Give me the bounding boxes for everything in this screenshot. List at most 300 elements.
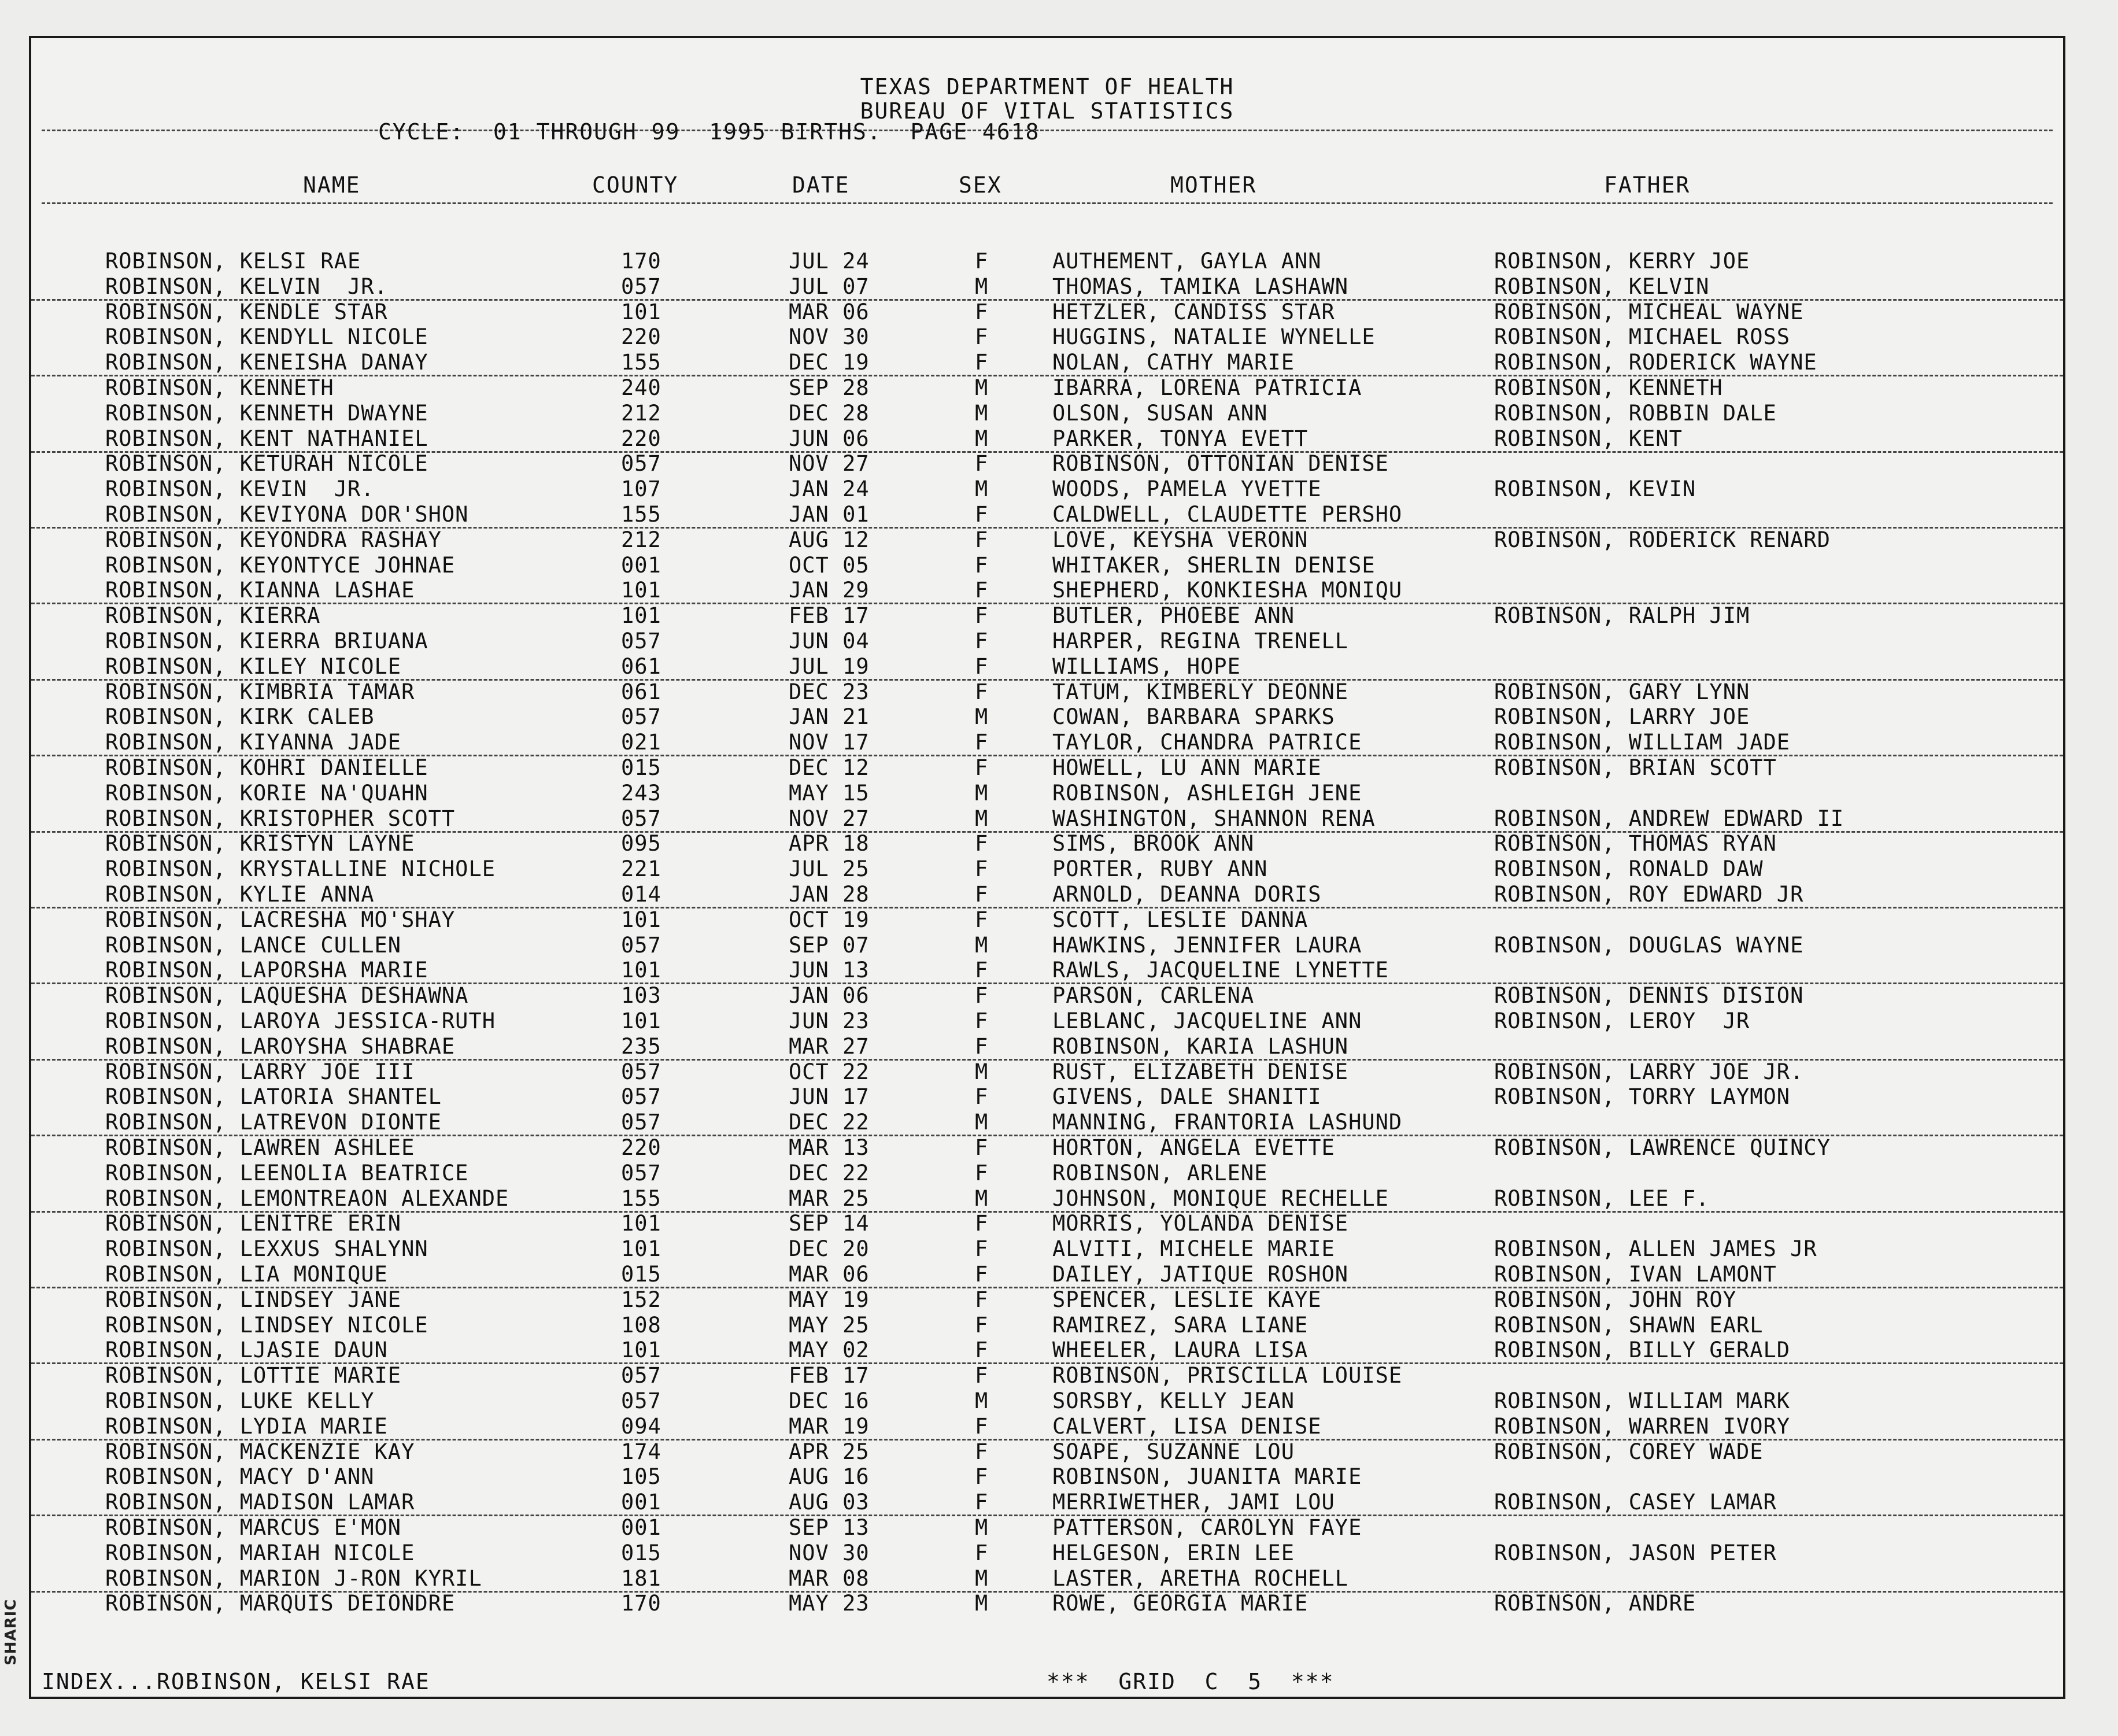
table-row [31, 426, 2063, 453]
cell-date: MAR 13 [789, 1135, 870, 1160]
cell-date: MAR 25 [789, 1185, 870, 1211]
cell-county: 170 [621, 249, 661, 274]
cell-date: OCT 19 [789, 907, 870, 932]
cell-sex: F [975, 1262, 989, 1287]
cell-mother: WOODS, PAMELA YVETTE [1052, 477, 1322, 502]
cell-sex: F [975, 653, 989, 679]
cell-sex: F [975, 983, 989, 1009]
grid-label: *** GRID C 5 *** [1047, 1669, 1335, 1694]
cell-father: ROBINSON, DOUGLAS WAYNE [1494, 932, 1804, 958]
cell-name: ROBINSON, LAQUESHA DESHAWNA [105, 983, 469, 1009]
cell-sex: F [975, 1287, 989, 1312]
cell-name: ROBINSON, KEVIN JR. [105, 477, 375, 502]
cell-father: ROBINSON, LEE F. [1494, 1185, 1710, 1211]
cell-date: JUL 19 [789, 653, 870, 679]
cell-father: ROBINSON, WARREN IVORY [1494, 1413, 1791, 1439]
cell-date: APR 25 [789, 1439, 870, 1464]
cell-name: ROBINSON, KILEY NICOLE [105, 653, 402, 679]
table-row [31, 629, 2063, 653]
table-row [31, 300, 2063, 324]
table-row [31, 1566, 2063, 1593]
cell-mother: HUGGINS, NATALIE WYNELLE [1052, 324, 1376, 350]
table-row [31, 1287, 2063, 1312]
cell-father: ROBINSON, RONALD DAW [1494, 856, 1764, 882]
cell-father: ROBINSON, LARRY JOE JR. [1494, 1059, 1804, 1084]
cell-name: ROBINSON, KENNETH [105, 375, 334, 400]
table-row [31, 324, 2063, 349]
cell-name: ROBINSON, KEYONDRA RASHAY [105, 527, 442, 552]
cell-father: ROBINSON, THOMAS RYAN [1494, 831, 1777, 856]
cell-name: ROBINSON, KIERRA BRIUANA [105, 629, 428, 653]
cell-father: ROBINSON, KERRY JOE [1494, 249, 1750, 274]
table-row [31, 527, 2063, 552]
cell-name: ROBINSON, LINDSEY NICOLE [105, 1312, 428, 1338]
cell-sex: F [975, 958, 989, 983]
cell-mother: TAYLOR, CHANDRA PATRICE [1052, 730, 1362, 755]
column-header-county: COUNTY [592, 172, 679, 198]
cell-father: ROBINSON, MICHEAL WAYNE [1494, 299, 1804, 324]
cell-name: ROBINSON, KIERRA [105, 603, 321, 629]
cell-date: JAN 06 [789, 983, 870, 1009]
table-row [31, 1414, 2063, 1440]
cell-name: ROBINSON, LATREVON DIONTE [105, 1110, 442, 1135]
cell-father: ROBINSON, ALLEN JAMES JR [1494, 1236, 1817, 1262]
cell-mother: CALVERT, LISA DENISE [1052, 1413, 1322, 1439]
cell-father: ROBINSON, DENNIS DISION [1494, 983, 1804, 1009]
column-header-sex: SEX [959, 172, 1002, 198]
cell-county: 015 [621, 1540, 661, 1565]
cell-father: ROBINSON, JOHN ROY [1494, 1287, 1736, 1312]
cell-date: SEP 07 [789, 932, 870, 958]
cell-county: 101 [621, 907, 661, 932]
cell-sex: M [975, 477, 989, 502]
side-mark: SHARIC [2, 1598, 20, 1665]
cell-mother: SCOTT, LESLIE DANNA [1052, 907, 1308, 932]
cell-county: 212 [621, 400, 661, 426]
table-row [31, 1363, 2063, 1388]
cell-sex: M [975, 1388, 989, 1413]
cell-county: 220 [621, 1135, 661, 1160]
cell-date: JUN 13 [789, 958, 870, 983]
table-row [31, 274, 2063, 301]
cell-mother: ROBINSON, ARLENE [1052, 1160, 1268, 1185]
cell-county: 001 [621, 552, 661, 578]
cell-name: ROBINSON, KELVIN JR. [105, 274, 388, 299]
cell-county: 094 [621, 1413, 661, 1439]
cell-mother: JOHNSON, MONIQUE RECHELLE [1052, 1185, 1389, 1211]
cell-date: MAY 15 [789, 780, 870, 806]
cell-mother: LOVE, KEYSHA VERONN [1052, 527, 1308, 552]
cell-county: 105 [621, 1464, 661, 1490]
cell-father: ROBINSON, SHAWN EARL [1494, 1312, 1764, 1338]
cell-father: ROBINSON, ANDRE [1494, 1591, 1696, 1616]
cell-father: ROBINSON, ROY EDWARD JR [1494, 882, 1804, 907]
cell-sex: F [975, 1363, 989, 1388]
cell-name: ROBINSON, LAROYA JESSICA-RUTH [105, 1009, 496, 1033]
cell-name: ROBINSON, MACKENZIE KAY [105, 1439, 415, 1464]
cell-name: ROBINSON, LAROYSHA SHABRAE [105, 1033, 456, 1059]
cell-date: JAN 01 [789, 502, 870, 527]
table-row [31, 933, 2063, 958]
cell-name: ROBINSON, KENEISHA DANAY [105, 350, 428, 375]
cell-mother: CALDWELL, CLAUDETTE PERSHO [1052, 502, 1403, 527]
cell-county: 152 [621, 1287, 661, 1312]
cell-date: MAR 08 [789, 1565, 870, 1591]
cell-date: JUN 17 [789, 1084, 870, 1110]
cell-father: ROBINSON, KEVIN [1494, 477, 1696, 502]
cell-name: ROBINSON, KRISTOPHER SCOTT [105, 806, 456, 831]
cell-name: ROBINSON, LATORIA SHANTEL [105, 1084, 442, 1110]
cell-county: 170 [621, 1591, 661, 1616]
cell-sex: F [975, 679, 989, 704]
cell-father: ROBINSON, LEROY JR [1494, 1009, 1750, 1033]
cell-sex: F [975, 1312, 989, 1338]
table-row [31, 603, 2063, 628]
cell-name: ROBINSON, KRYSTALLINE NICHOLE [105, 856, 496, 882]
table-row [31, 1313, 2063, 1338]
cell-mother: ROBINSON, JUANITA MARIE [1052, 1464, 1362, 1490]
cell-name: ROBINSON, LOTTIE MARIE [105, 1363, 402, 1388]
cell-name: ROBINSON, LEXXUS SHALYNN [105, 1236, 428, 1262]
cell-father: ROBINSON, KENT [1494, 426, 1683, 451]
cell-county: 057 [621, 1363, 661, 1388]
table-row [31, 1388, 2063, 1413]
table-row [31, 1009, 2063, 1033]
cell-name: ROBINSON, LACRESHA MO'SHAY [105, 907, 456, 932]
cell-county: 103 [621, 983, 661, 1009]
cell-name: ROBINSON, LAWREN ASHLEE [105, 1135, 415, 1160]
cell-sex: F [975, 1135, 989, 1160]
cell-name: ROBINSON, LANCE CULLEN [105, 932, 402, 958]
cell-date: JAN 28 [789, 882, 870, 907]
cell-date: MAY 23 [789, 1591, 870, 1616]
cell-name: ROBINSON, KENDLE STAR [105, 299, 388, 324]
cell-mother: HOWELL, LU ANN MARIE [1052, 755, 1322, 780]
cell-father: ROBINSON, COREY WADE [1494, 1439, 1764, 1464]
table-row [31, 578, 2063, 604]
cell-sex: F [975, 299, 989, 324]
cell-county: 101 [621, 958, 661, 983]
cell-date: AUG 12 [789, 527, 870, 552]
table-row [31, 401, 2063, 426]
cell-county: 155 [621, 350, 661, 375]
cell-name: ROBINSON, MADISON LAMAR [105, 1490, 415, 1515]
cell-name: ROBINSON, KIANNA LASHAE [105, 578, 415, 603]
cell-date: JUL 25 [789, 856, 870, 882]
cell-mother: HARPER, REGINA TRENELL [1052, 629, 1349, 653]
cell-date: DEC 28 [789, 400, 870, 426]
cell-sex: M [975, 780, 989, 806]
table-row [31, 249, 2063, 274]
table-row [31, 679, 2063, 704]
cell-mother: WASHINGTON, SHANNON RENA [1052, 806, 1376, 831]
table-row [31, 654, 2063, 681]
cell-county: 057 [621, 806, 661, 831]
cell-sex: F [975, 324, 989, 350]
cell-name: ROBINSON, LYDIA MARIE [105, 1413, 388, 1439]
cell-county: 221 [621, 856, 661, 882]
cell-mother: DAILEY, JATIQUE ROSHON [1052, 1262, 1349, 1287]
cell-county: 021 [621, 730, 661, 755]
cell-father: ROBINSON, CASEY LAMAR [1494, 1490, 1777, 1515]
cell-county: 057 [621, 704, 661, 730]
table-row [31, 1464, 2063, 1489]
cell-sex: F [975, 730, 989, 755]
cell-date: DEC 23 [789, 679, 870, 704]
cell-name: ROBINSON, KIMBRIA TAMAR [105, 679, 415, 704]
cell-mother: HORTON, ANGELA EVETTE [1052, 1135, 1335, 1160]
cell-date: JAN 21 [789, 704, 870, 730]
cell-name: ROBINSON, KYLIE ANNA [105, 882, 375, 907]
cell-sex: M [975, 1515, 989, 1540]
cell-name: ROBINSON, LEENOLIA BEATRICE [105, 1160, 469, 1185]
cell-name: ROBINSON, LENITRE ERIN [105, 1211, 402, 1236]
cell-sex: F [975, 1338, 989, 1363]
cell-sex: M [975, 274, 989, 299]
cell-sex: M [975, 426, 989, 451]
bureau-title: BUREAU OF VITAL STATISTICS [860, 98, 1234, 124]
cell-sex: M [975, 375, 989, 400]
column-header-date: DATE [792, 172, 850, 198]
table-row [31, 856, 2063, 881]
cell-county: 101 [621, 578, 661, 603]
cell-county: 101 [621, 1211, 661, 1236]
cell-county: 243 [621, 780, 661, 806]
cell-name: ROBINSON, LJASIE DAUN [105, 1338, 388, 1363]
cell-county: 057 [621, 629, 661, 653]
cell-mother: PARKER, TONYA EVETT [1052, 426, 1308, 451]
table-row [31, 958, 2063, 984]
cell-mother: RUST, ELIZABETH DENISE [1052, 1059, 1349, 1084]
table-row [31, 477, 2063, 501]
cell-county: 101 [621, 603, 661, 629]
cell-sex: F [975, 350, 989, 375]
cell-mother: GIVENS, DALE SHANITI [1052, 1084, 1322, 1110]
table-row [31, 806, 2063, 833]
cell-date: DEC 12 [789, 755, 870, 780]
cell-date: SEP 14 [789, 1211, 870, 1236]
cell-father: ROBINSON, WILLIAM MARK [1494, 1388, 1791, 1413]
cell-sex: F [975, 882, 989, 907]
table-row [31, 983, 2063, 1008]
cell-name: ROBINSON, LAPORSHA MARIE [105, 958, 428, 983]
table-row [31, 350, 2063, 376]
cell-county: 014 [621, 882, 661, 907]
cell-mother: MERRIWETHER, JAMI LOU [1052, 1490, 1335, 1515]
cell-county: 235 [621, 1033, 661, 1059]
table-row [31, 907, 2063, 932]
cell-mother: OLSON, SUSAN ANN [1052, 400, 1268, 426]
cell-sex: F [975, 1160, 989, 1185]
cell-father: ROBINSON, JASON PETER [1494, 1540, 1777, 1565]
table-row [31, 1211, 2063, 1236]
cell-county: 240 [621, 375, 661, 400]
cell-sex: F [975, 552, 989, 578]
cell-date: FEB 17 [789, 603, 870, 629]
cell-mother: NOLAN, CATHY MARIE [1052, 350, 1295, 375]
table-row [31, 1439, 2063, 1464]
cell-sex: M [975, 1565, 989, 1591]
table-row [31, 1135, 2063, 1160]
table-row [31, 1084, 2063, 1109]
cell-mother: ROBINSON, PRISCILLA LOUISE [1052, 1363, 1403, 1388]
cell-sex: M [975, 1059, 989, 1084]
cell-date: SEP 28 [789, 375, 870, 400]
cell-mother: PATTERSON, CAROLYN FAYE [1052, 1515, 1362, 1540]
cell-sex: M [975, 400, 989, 426]
cell-mother: HETZLER, CANDISS STAR [1052, 299, 1335, 324]
cell-county: 015 [621, 755, 661, 780]
cell-mother: ROBINSON, OTTONIAN DENISE [1052, 451, 1389, 477]
cell-county: 057 [621, 1110, 661, 1135]
cell-sex: F [975, 856, 989, 882]
cell-mother: ROBINSON, KARIA LASHUN [1052, 1033, 1349, 1059]
cell-county: 061 [621, 653, 661, 679]
cell-mother: IBARRA, LORENA PATRICIA [1052, 375, 1362, 400]
cell-sex: F [975, 502, 989, 527]
cell-sex: F [975, 527, 989, 552]
cell-name: ROBINSON, LUKE KELLY [105, 1388, 375, 1413]
cell-date: JUN 06 [789, 426, 870, 451]
cell-name: ROBINSON, KEYONTYCE JOHNAE [105, 552, 456, 578]
cell-sex: F [975, 1009, 989, 1033]
cell-date: DEC 20 [789, 1236, 870, 1262]
cell-county: 101 [621, 1009, 661, 1033]
cell-mother: HAWKINS, JENNIFER LAURA [1052, 932, 1362, 958]
table-row [31, 1541, 2063, 1565]
cell-mother: PORTER, RUBY ANN [1052, 856, 1268, 882]
cell-sex: F [975, 1439, 989, 1464]
cell-name: ROBINSON, KENT NATHANIEL [105, 426, 428, 451]
cell-name: ROBINSON, KIRK CALEB [105, 704, 375, 730]
cell-mother: MORRIS, YOLANDA DENISE [1052, 1211, 1349, 1236]
cell-county: 061 [621, 679, 661, 704]
cell-county: 181 [621, 1565, 661, 1591]
cell-county: 220 [621, 324, 661, 350]
table-row [31, 781, 2063, 806]
cell-mother: THOMAS, TAMIKA LASHAWN [1052, 274, 1349, 299]
cell-date: MAY 25 [789, 1312, 870, 1338]
table-row [31, 1186, 2063, 1213]
cell-name: ROBINSON, MARIAH NICOLE [105, 1540, 415, 1565]
cell-father: ROBINSON, BILLY GERALD [1494, 1338, 1791, 1363]
cell-mother: SHEPHERD, KONKIESHA MONIQU [1052, 578, 1403, 603]
cell-father: ROBINSON, LARRY JOE [1494, 704, 1750, 730]
cell-sex: M [975, 806, 989, 831]
table-row [31, 730, 2063, 756]
cell-sex: F [975, 603, 989, 629]
cell-sex: F [975, 578, 989, 603]
record-sheet [29, 36, 2065, 1699]
cell-date: MAR 06 [789, 1262, 870, 1287]
cell-mother: SORSBY, KELLY JEAN [1052, 1388, 1295, 1413]
cell-date: AUG 03 [789, 1490, 870, 1515]
cell-mother: WILLIAMS, HOPE [1052, 653, 1241, 679]
cell-sex: F [975, 1033, 989, 1059]
cell-date: MAY 02 [789, 1338, 870, 1363]
cell-mother: RAMIREZ, SARA LIANE [1052, 1312, 1308, 1338]
table-row [31, 1515, 2063, 1540]
cell-mother: SOAPE, SUZANNE LOU [1052, 1439, 1295, 1464]
cell-date: NOV 30 [789, 1540, 870, 1565]
cell-name: ROBINSON, LINDSEY JANE [105, 1287, 402, 1312]
cell-name: ROBINSON, KOHRI DANIELLE [105, 755, 428, 780]
cell-father: ROBINSON, TORRY LAYMON [1494, 1084, 1791, 1110]
cell-sex: F [975, 1236, 989, 1262]
table-row [31, 1338, 2063, 1364]
cell-mother: ROBINSON, ASHLEIGH JENE [1052, 780, 1362, 806]
cell-date: MAY 19 [789, 1287, 870, 1312]
cell-name: ROBINSON, LEMONTREAON ALEXANDE [105, 1185, 509, 1211]
cell-mother: PARSON, CARLENA [1052, 983, 1255, 1009]
cell-date: NOV 27 [789, 451, 870, 477]
cell-county: 174 [621, 1439, 661, 1464]
cell-date: NOV 27 [789, 806, 870, 831]
cell-date: SEP 13 [789, 1515, 870, 1540]
cell-county: 057 [621, 1059, 661, 1084]
cell-date: OCT 05 [789, 552, 870, 578]
cell-father: ROBINSON, BRIAN SCOTT [1494, 755, 1777, 780]
cell-name: ROBINSON, MARQUIS DEIONDRE [105, 1591, 456, 1616]
cell-date: DEC 19 [789, 350, 870, 375]
cell-county: 155 [621, 1185, 661, 1211]
cell-date: MAR 06 [789, 299, 870, 324]
cell-name: ROBINSON, KENDYLL NICOLE [105, 324, 428, 350]
table-row [31, 755, 2063, 780]
cell-county: 212 [621, 527, 661, 552]
cell-father: ROBINSON, KELVIN [1494, 274, 1710, 299]
cell-name: ROBINSON, KETURAH NICOLE [105, 451, 428, 477]
cell-mother: COWAN, BARBARA SPARKS [1052, 704, 1335, 730]
cell-date: FEB 17 [789, 1363, 870, 1388]
cell-date: JAN 29 [789, 578, 870, 603]
cell-date: DEC 22 [789, 1110, 870, 1135]
cell-date: NOV 17 [789, 730, 870, 755]
cell-county: 108 [621, 1312, 661, 1338]
cell-county: 095 [621, 831, 661, 856]
cell-name: ROBINSON, KELSI RAE [105, 249, 361, 274]
cell-mother: WHEELER, LAURA LISA [1052, 1338, 1308, 1363]
table-row [31, 1490, 2063, 1516]
cell-county: 057 [621, 274, 661, 299]
cell-name: ROBINSON, KORIE NA'QUAHN [105, 780, 428, 806]
cell-mother: ROWE, GEORGIA MARIE [1052, 1591, 1308, 1616]
cell-sex: F [975, 1211, 989, 1236]
cell-county: 107 [621, 477, 661, 502]
cell-county: 057 [621, 1084, 661, 1110]
cell-mother: RAWLS, JACQUELINE LYNETTE [1052, 958, 1389, 983]
cell-name: ROBINSON, KENNETH DWAYNE [105, 400, 428, 426]
table-row [31, 1236, 2063, 1261]
cell-date: MAR 27 [789, 1033, 870, 1059]
cell-date: JUL 24 [789, 249, 870, 274]
cell-county: 057 [621, 1160, 661, 1185]
cell-sex: F [975, 1540, 989, 1565]
cell-county: 001 [621, 1490, 661, 1515]
cell-mother: MANNING, FRANTORIA LASHUND [1052, 1110, 1403, 1135]
table-row [31, 451, 2063, 476]
cell-mother: SIMS, BROOK ANN [1052, 831, 1255, 856]
cell-date: AUG 16 [789, 1464, 870, 1490]
cell-sex: F [975, 907, 989, 932]
cell-father: ROBINSON, ROBBIN DALE [1494, 400, 1777, 426]
cell-sex: M [975, 932, 989, 958]
cell-mother: SPENCER, LESLIE KAYE [1052, 1287, 1322, 1312]
cell-sex: F [975, 831, 989, 856]
cell-mother: AUTHEMENT, GAYLA ANN [1052, 249, 1322, 274]
cell-father: ROBINSON, RALPH JIM [1494, 603, 1750, 629]
cell-mother: ARNOLD, DEANNA DORIS [1052, 882, 1322, 907]
